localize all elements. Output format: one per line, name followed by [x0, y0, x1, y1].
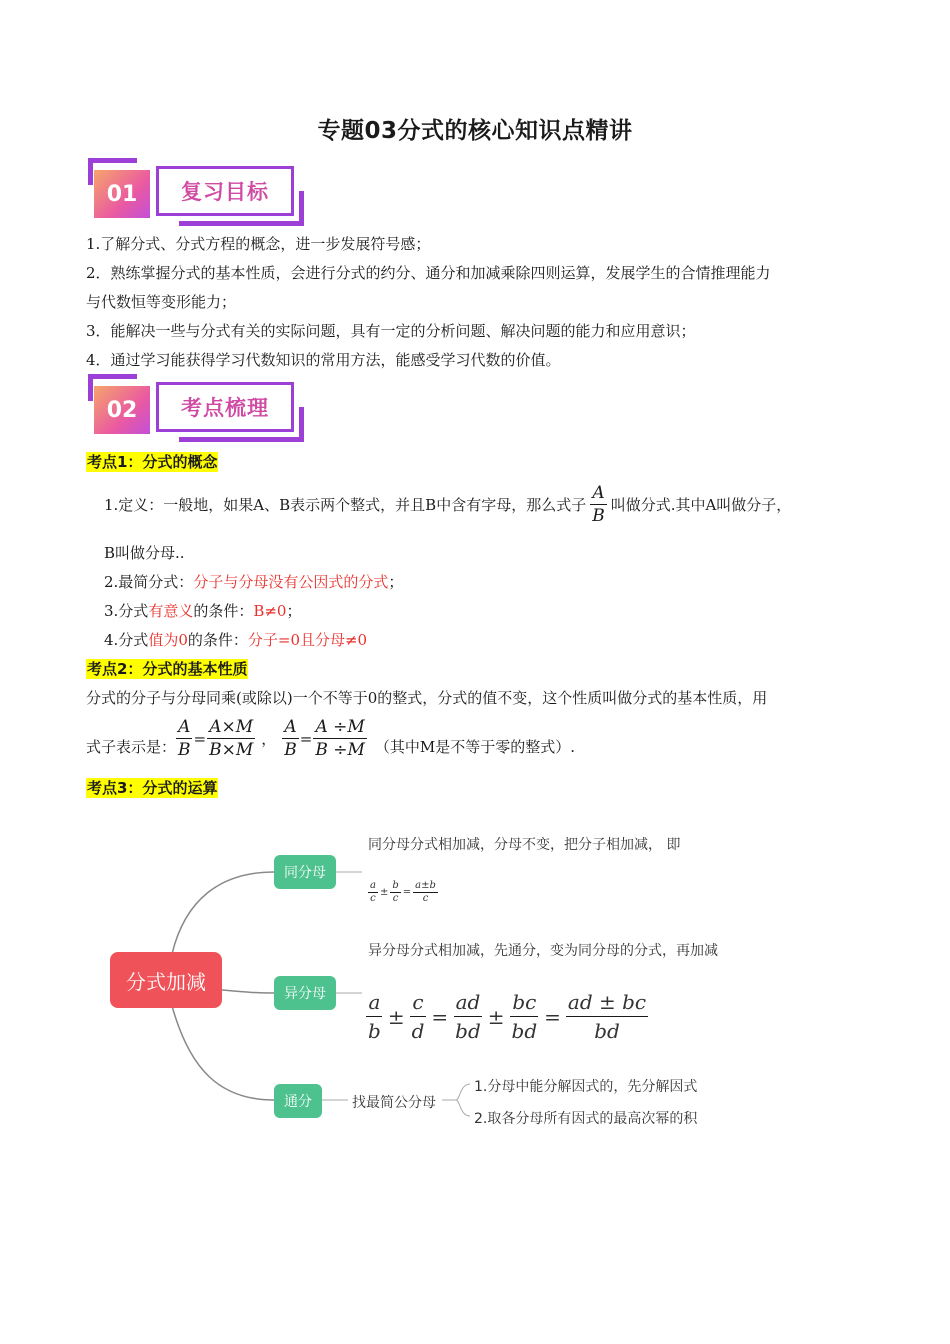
lcd-rule-2: 2.取各分母所有因式的最高次幂的积 — [474, 1111, 698, 1127]
condition: 分子=0且分母≠0 — [247, 631, 368, 649]
text: 3.分式 — [104, 602, 149, 620]
separator: ， — [261, 729, 277, 748]
definition-text: 叫做分式.其中A叫做分子， — [610, 495, 792, 514]
mind-map-fraction-addition — [0, 800, 950, 1160]
objective-line: 3．能解决一些与分式有关的实际问题，具有一定的分析问题、解决问题的能力和应用意识； — [86, 322, 696, 340]
same-denominator-rule: 同分母分式相加减，分母不变，把分子相加减， 即 — [368, 837, 681, 853]
definition-line — [104, 482, 791, 527]
objective-line: 与代数恒等变形能力； — [86, 293, 237, 311]
page-title: 专题03分式的核心知识点精讲 — [317, 118, 633, 144]
highlight: 有意义 — [148, 602, 194, 620]
fraction: $\frac{A}{B}$ — [178, 717, 191, 760]
section-label: 考点梳理 — [156, 382, 294, 432]
formula-note: （其中M是不等于零的整式）. — [374, 738, 576, 756]
punct: ； — [388, 573, 404, 591]
lcd-rule-1: 1.分母中能分解因式的，先分解因式 — [474, 1079, 698, 1095]
objective-line: 2．熟练掌握分式的基本性质，会进行分式的约分、通分和加减乘除四则运算，发展学生的合情推理能力 — [86, 264, 771, 282]
objective-line: 1.了解分式、分式方程的概念，进一步发展符号感； — [86, 235, 431, 253]
punct: ； — [286, 602, 302, 620]
zero-condition-line — [104, 630, 367, 650]
node-common-denominator: 通分 — [274, 1084, 322, 1118]
fraction: $\frac{A\times M}{B\times M}$ — [209, 717, 254, 760]
highlight: 值为0 — [148, 631, 188, 649]
text: 的条件： — [187, 631, 248, 649]
simplest-fraction-line — [104, 572, 403, 592]
text: 4.分式 — [104, 631, 149, 649]
equals: = — [193, 729, 207, 748]
section-number: 02 — [94, 386, 150, 434]
key-point-heading: 考点2：分式的基本性质 — [87, 660, 248, 678]
find-lcd-label: 找最简公分母 — [352, 1095, 436, 1111]
section-number: 01 — [94, 170, 150, 218]
definition-line-2: B叫做分母.. — [104, 544, 185, 562]
mind-map-root: 分式加减 — [110, 952, 222, 1008]
different-denominator-rule: 异分母分式相加减，先通分，变为同分母的分式，再加减 — [368, 943, 718, 959]
key-point-heading: 考点3：分式的运算 — [87, 779, 218, 797]
simplest-label: 2.最简分式： — [104, 573, 194, 591]
property-text: 分式的分子与分母同乘(或除以)一个不等于0的整式，分式的值不变，这个性质叫做分式的基本性质，用 — [86, 689, 768, 707]
section-label: 复习目标 — [156, 166, 294, 216]
text: 的条件： — [193, 602, 254, 620]
fraction-a-over-b — [590, 482, 607, 527]
definition-text: 1.定义：一般地，如果A、B表示两个整式，并且B中含有字母，那么式子 — [104, 495, 587, 514]
same-denominator-formula: $\frac{a}{c}$ ± $\frac{b}{c}$ = $\frac{a\pm b}{c}$ — [370, 880, 436, 904]
section-badge-objectives — [84, 158, 304, 226]
simplest-definition: 分子与分母没有公因式的分式 — [193, 573, 389, 591]
meaningful-condition-line — [104, 601, 302, 621]
fraction: $\frac{A \div M}{B \div M}$ — [315, 717, 365, 760]
key-point-heading: 考点1：分式的概念 — [87, 453, 218, 471]
condition: B≠0 — [253, 602, 287, 620]
fraction: $\frac{A}{B}$ — [284, 717, 297, 760]
equals: = — [299, 729, 313, 748]
denominator: B — [592, 506, 605, 526]
different-denominator-formula: $\frac{a}{b}$ ± $\frac{c}{d}$ = $\frac{ad}{bd}$ ± $\frac{bc}{bd}$ = $\frac{ad \pm bc}{bd}$ — [368, 990, 647, 1043]
property-formula-line — [86, 716, 575, 761]
node-same-denominator: 同分母 — [274, 855, 336, 889]
section-badge-key-points — [84, 374, 304, 442]
formula-intro: 式子表示是： — [86, 738, 177, 756]
node-different-denominator: 异分母 — [274, 976, 336, 1010]
objective-line: 4．通过学习能获得学习代数知识的常用方法，能感受学习代数的价值。 — [86, 351, 561, 369]
numerator: A — [592, 483, 605, 503]
